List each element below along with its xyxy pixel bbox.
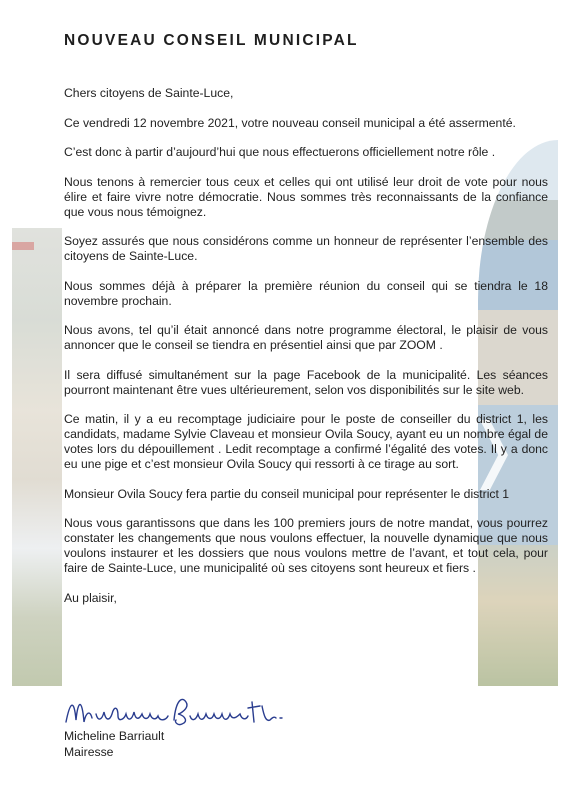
paragraph: Nous vous garantissons que dans les 100 premiers jours de notre mandat, vous pourrez constater les changements que nous voulons effectuer, la nouvelle dynamique que nous voulons instaurer et les dossiers que nous voulons mettre de l’avant, et tout cela, pour faire de Sainte-Luce, une municipalité où ses citoyens sont heureux et fiers .	[64, 516, 548, 575]
paragraph: Soyez assurés que nous considérons comme un honneur de représenter l’ensemble des citoyens de Sainte-Luce.	[64, 234, 548, 263]
greeting: Chers citoyens de Sainte-Luce,	[64, 86, 234, 100]
paragraph: Il sera diffusé simultanément sur la page Facebook de la municipalité. Les séances pourront maintenant être vues ultérieurement, selon vos disponibilités sur le site web.	[64, 367, 548, 397]
paragraph: Monsieur Ovila Soucy fera partie du conseil municipal pour représenter le district 1	[64, 486, 510, 501]
paragraph: Nous avons, tel qu’il était annoncé dans notre programme électoral, le plaisir de vous annoncer que le conseil se tiendra en présentiel ainsi que par ZOOM .	[64, 323, 548, 352]
signatory-name: Micheline Barriault	[64, 729, 165, 743]
letter-body	[64, 86, 548, 620]
page-title: NOUVEAU CONSEIL MUNICIPAL	[64, 32, 359, 49]
paragraph: Nous sommes déjà à préparer la première réunion du conseil qui se tiendra le 18 novembre prochain.	[64, 278, 548, 308]
paragraph: Ce vendredi 12 novembre 2021, votre nouveau conseil municipal a été assermenté.	[64, 115, 516, 130]
paragraph: C’est donc à partir d’aujourd’hui que nous effectuerons officiellement notre rôle .	[64, 145, 496, 159]
paragraph: Ce matin, il y a eu recomptage judiciaire pour le poste de conseiller du district 1, les candidats, madame Sylvie Claveau et monsieur Ovila Soucy, ayant eu un nombre égal de votes lors du dépouillement . Ledit recomptage a confirmé l’égalité des votes. Il y a donc eu une pige et c’est monsieur Ovila Soucy qui ressorti à ce tirage au sort.	[64, 412, 548, 471]
handwritten-signature	[62, 692, 292, 730]
paragraph: Nous tenons à remercier tous ceux et celles qui ont utilisé leur droit de vote pour nous élire et faire vivre notre démocratie. Nous sommes très reconnaissants de la confiance que vous nous témoignez.	[64, 174, 548, 219]
closing: Au plaisir,	[64, 590, 117, 605]
signatory-role: Mairesse	[64, 745, 114, 759]
